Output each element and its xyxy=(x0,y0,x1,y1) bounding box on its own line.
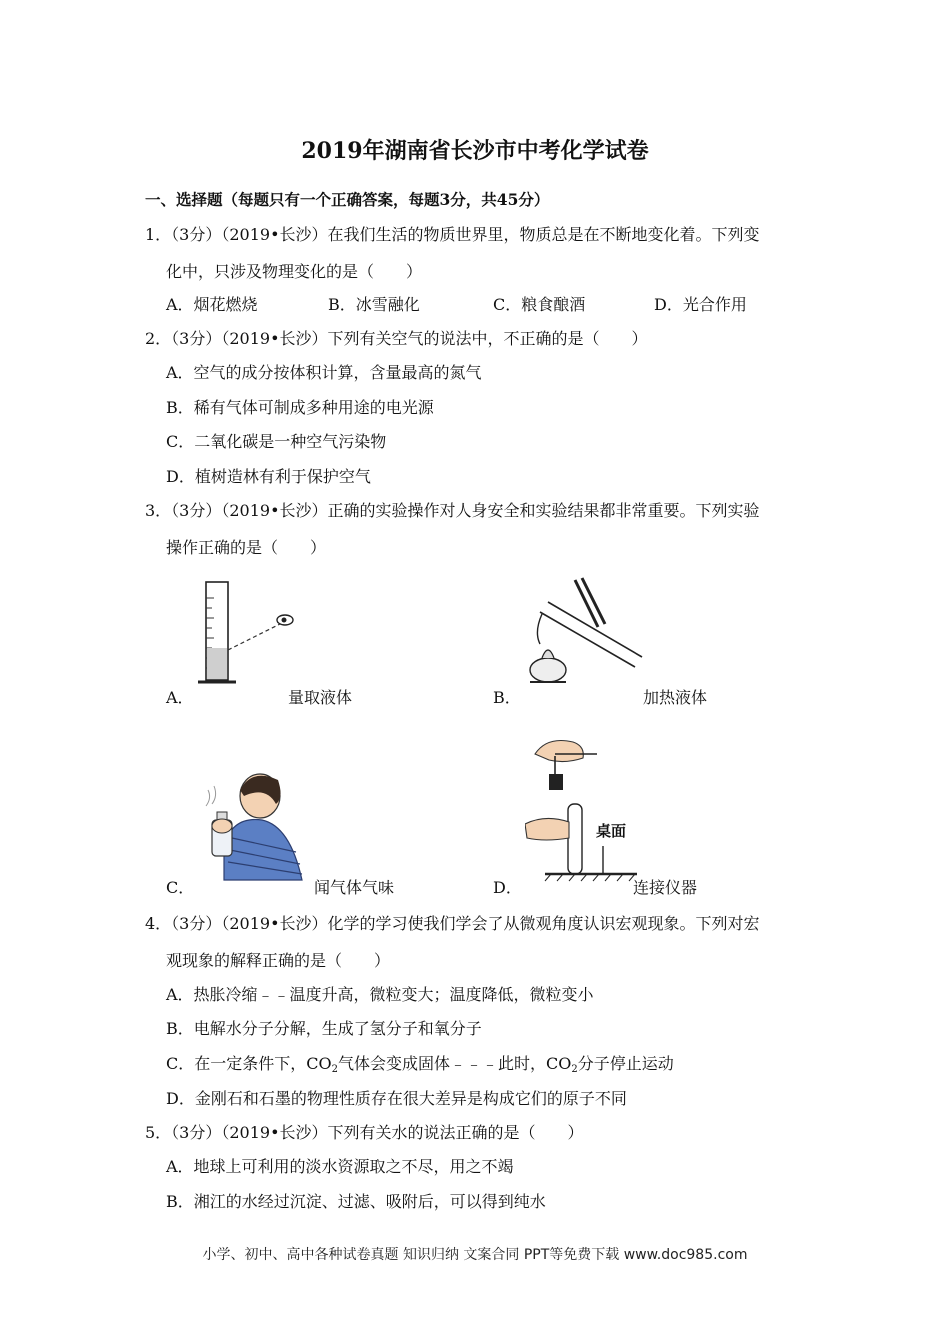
question-stem: 2．（3分）（2019•长沙）下列有关空气的说法中，不正确的是（ ） xyxy=(145,329,648,348)
graduated-cylinder-figure xyxy=(190,578,300,688)
option-a: A．地球上可利用的淡水资源取之不尽，用之不竭 xyxy=(166,1157,514,1176)
option-b: B．稀有气体可制成多种用途的电光源 xyxy=(166,398,434,417)
option-c-caption: 闻气体气味 xyxy=(314,878,395,897)
page-title: 2019年湖南省长沙市中考化学试卷 xyxy=(301,138,649,164)
question-stem: 化中，只涉及物理变化的是（ ） xyxy=(166,262,423,281)
question-stem: 5．（3分）（2019•长沙）下列有关水的说法正确的是（ ） xyxy=(145,1123,584,1142)
question-stem: 观现象的解释正确的是（ ） xyxy=(166,951,391,970)
option-a: A．热胀冷缩﹣﹣温度升高，微粒变大；温度降低，微粒变小 xyxy=(166,985,594,1004)
option-b: B． xyxy=(493,688,521,707)
option-d-caption: 连接仪器 xyxy=(633,878,698,897)
option-a: A．烟花燃烧 xyxy=(166,295,258,314)
question-stem: 1．（3分）（2019•长沙）在我们生活的物质世界里，物质总是在不断地变化着。下列变 xyxy=(145,225,760,244)
option-b: B．湘江的水经过沉淀、过滤、吸附后，可以得到纯水 xyxy=(166,1192,546,1211)
option-c: C． xyxy=(166,878,195,897)
question-stem: 操作正确的是（ ） xyxy=(166,538,327,557)
option-a: A． xyxy=(166,688,194,707)
option-b: B．电解水分子分解，生成了氢分子和氧分子 xyxy=(166,1019,482,1038)
option-c: C．二氧化碳是一种空气污染物 xyxy=(166,432,387,451)
figure-label-desk: 桌面 xyxy=(596,822,627,840)
question-stem: 4．（3分）（2019•长沙）化学的学习使我们学会了从微观角度认识宏观现象。下列对宏 xyxy=(145,914,760,933)
connecting-apparatus-figure xyxy=(525,734,645,884)
option-c: C．粮食酿酒 xyxy=(493,295,586,314)
option-b: B．冰雪融化 xyxy=(328,295,420,314)
smelling-gas-figure xyxy=(192,768,312,883)
option-c: C．在一定条件下，$CO_2$气体会变成固体﹣﹣﹣此时，$CO_2$分子停止运动 xyxy=(166,1054,674,1075)
option-b-caption: 加热液体 xyxy=(643,688,708,707)
option-d: D． xyxy=(493,878,522,897)
option-d: D．光合作用 xyxy=(654,295,747,314)
question-stem: 3．（3分）（2019•长沙）正确的实验操作对人身安全和实验结果都非常重要。下列实验 xyxy=(145,501,760,520)
option-a: A．空气的成分按体积计算，含量最高的氮气 xyxy=(166,363,482,382)
option-a-caption: 量取液体 xyxy=(288,688,353,707)
option-d: D．植树造林有利于保护空气 xyxy=(166,467,371,486)
section-heading: 一、选择题（每题只有一个正确答案，每题3分，共45分） xyxy=(145,190,550,209)
option-d: D．金刚石和石墨的物理性质存在很大差异是构成它们的原子不同 xyxy=(166,1089,627,1108)
heating-liquid-figure xyxy=(520,572,650,692)
page-footer: 小学、初中、高中各种试卷真题 知识归纳 文案合同 PPT等免费下载 www.doc985.com xyxy=(202,1247,748,1263)
